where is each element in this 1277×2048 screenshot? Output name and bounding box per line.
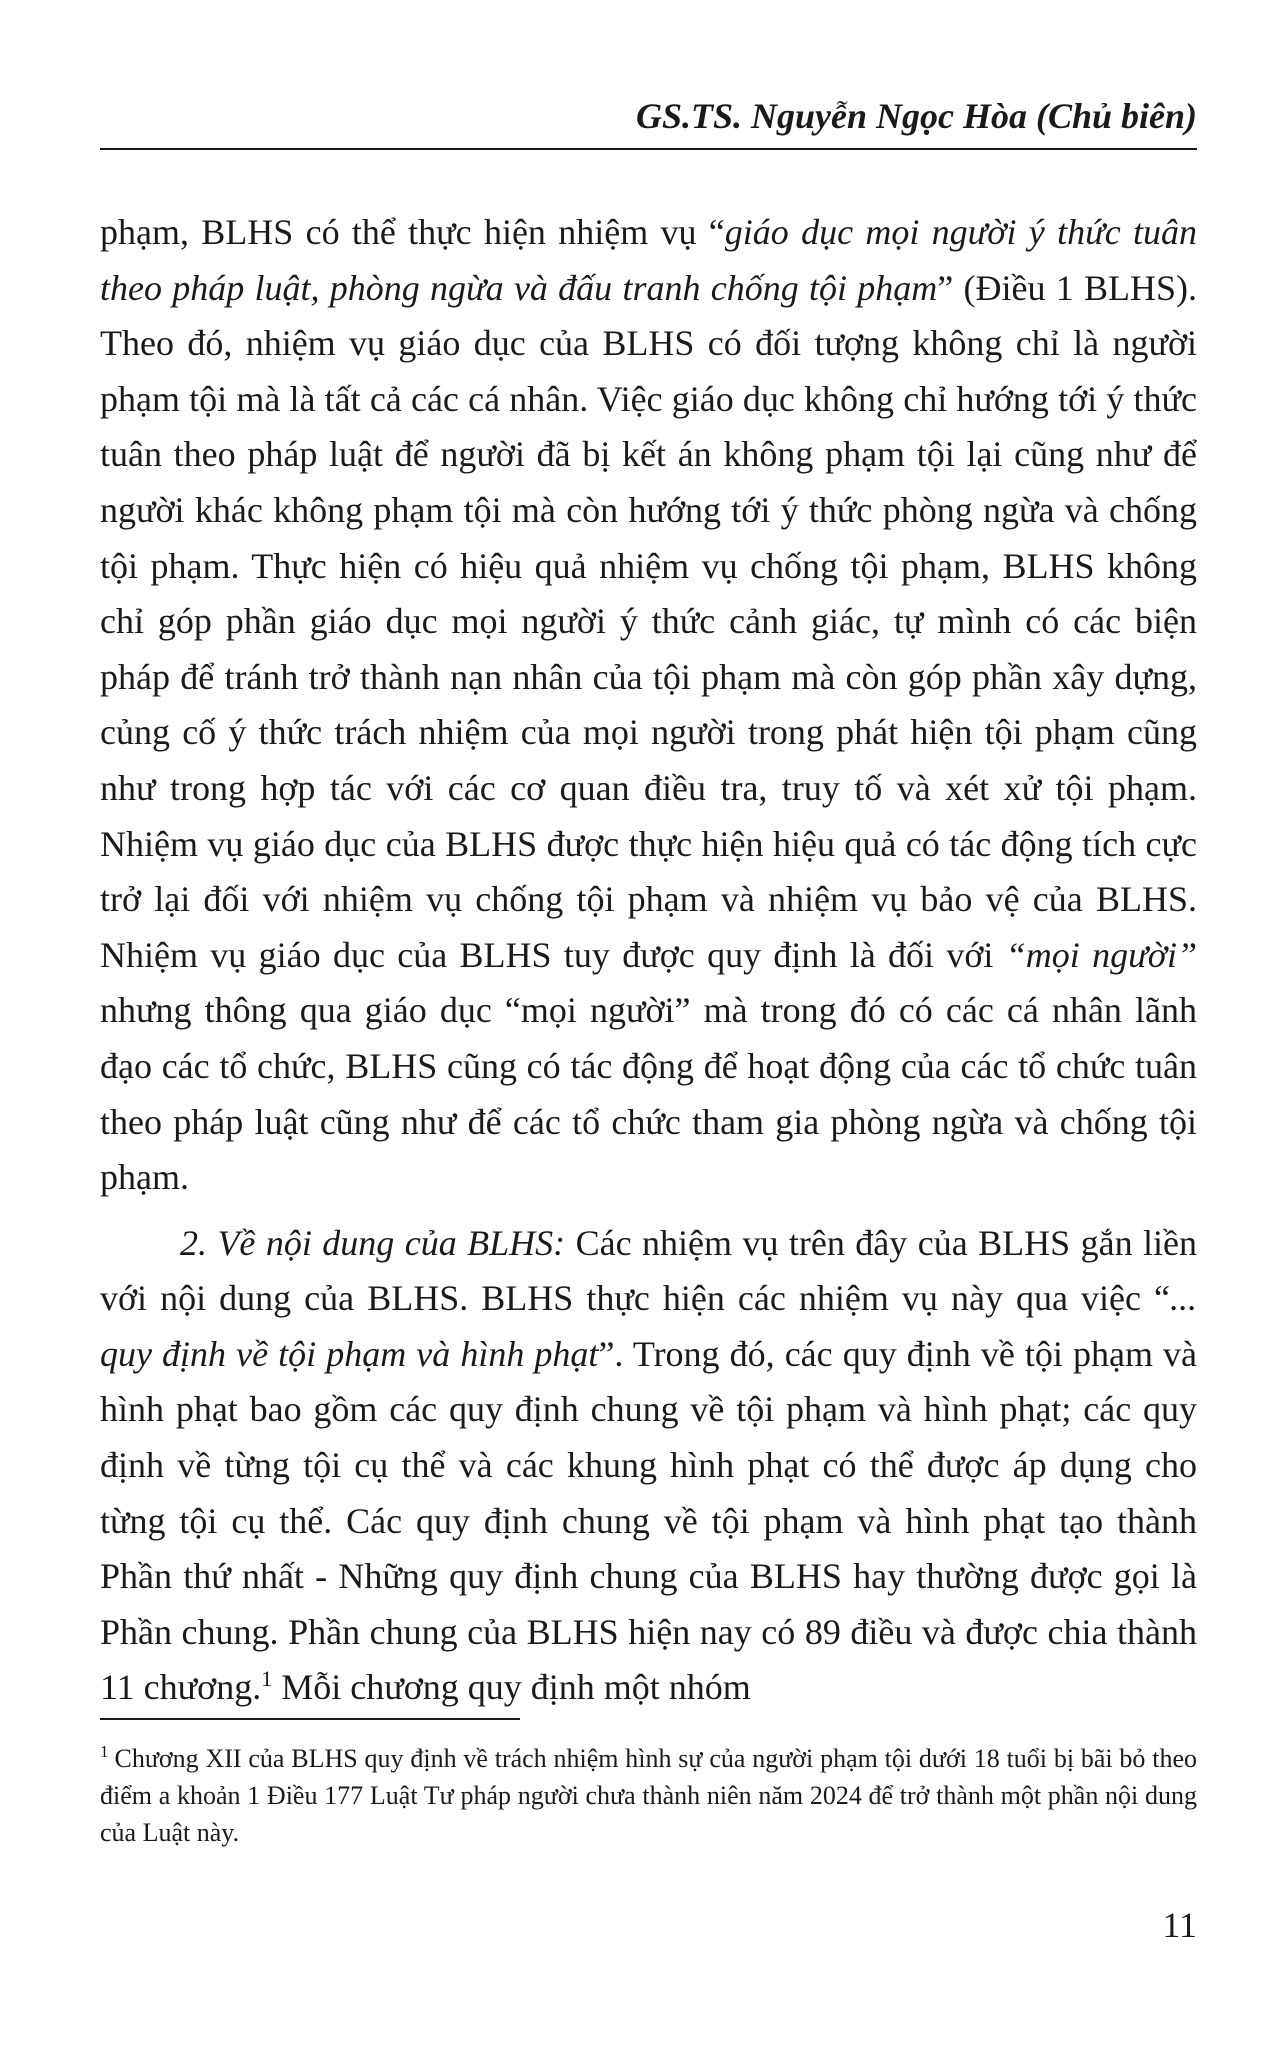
paragraph-1-text-b: ” (Điều 1 BLHS). Theo đó, nhiệm vụ giáo dục của BLHS có đối tượng không chỉ là người phạm tội mà là tất cả các cá nhân. Việc giáo dục không chỉ hướng tới ý thức tuân theo pháp luật để người đã bị kết án không phạm tội lại cũng như để người khác không phạm tội mà còn hướng tới ý thức phòng ngừa và chống tội phạm. Thực hiện có hiệu quả nhiệm vụ chống tội phạm, BLHS không chỉ góp phần giáo dục mọi người ý thức cảnh giác, tự mình có các biện pháp để tránh trở thành nạn nhân của tội phạm mà còn góp phần xây dựng, củng cố ý thức trách nhiệm của mọi người trong phát hiện tội phạm cũng như trong hợp tác với các cơ quan điều tra, truy tố và xét xử tội phạm. Nhiệm vụ giáo dục của BLHS được thực hiện hiệu quả có tác động tích cực trở lại đối với nhiệm vụ chống tội phạm và nhiệm vụ bảo vệ của BLHS. Nhiệm vụ giáo dục của BLHS tuy được quy định là đối với xyxy=(100,267,1197,975)
header-rule xyxy=(100,148,1197,150)
running-header: GS.TS. Nguyễn Ngọc Hòa (Chủ biên) xyxy=(635,96,1197,136)
paragraph-1-moi-nguoi-italic: “mọi người” xyxy=(1005,934,1197,975)
paragraph-2-heading: 2. Về nội dung của BLHS: xyxy=(180,1222,566,1263)
footnote-marker: 1 xyxy=(100,1742,109,1762)
footnote-rule xyxy=(100,1718,520,1720)
paragraph-1-quote-italic: giáo dục mọi người ý thức tuân theo pháp luật, phòng ngừa và đấu tranh chống tội phạm xyxy=(100,212,1197,308)
footnote-text: Chương XII của BLHS quy định về trách nhiệm hình sự của người phạm tội dưới 18 tuổi bị bãi bỏ theo điểm a khoản 1 Điều 177 Luật Tư pháp người chưa thành niên năm 2024 để trở thành một phần nội dung của Luật này. xyxy=(100,1744,1197,1847)
paragraph-2-quote-italic: ... quy định về tội phạm và hình phạt xyxy=(100,1278,1197,1374)
footnote xyxy=(100,1740,1197,1851)
body-text xyxy=(100,205,1197,1716)
page-number: 11 xyxy=(1162,1905,1197,1945)
paragraph-2-text-a: Các nhiệm vụ trên đây của BLHS gắn liền với nội dung của BLHS. BLHS thực hiện các nhiệm vụ này qua việc “ xyxy=(100,1222,1197,1319)
paragraph-2 xyxy=(100,1216,1197,1716)
paragraph-2-text-c: Mỗi chương quy định một nhóm xyxy=(272,1667,751,1708)
paragraph-2-text-b: ”. Trong đó, các quy định về tội phạm và hình phạt bao gồm các quy định chung về tội phạm và hình phạt; các quy định về từng tội cụ thể và các khung hình phạt có thể được áp dụng cho từng tội cụ thể. Các quy định chung về tội phạm và hình phạt tạo thành Phần thứ nhất - Những quy định chung của BLHS hay thường được gọi là Phần chung. Phần chung của BLHS hiện nay có 89 điều và được chia thành 11 chương. xyxy=(100,1333,1198,1708)
paragraph-1-text-c: nhưng thông qua giáo dục “mọi người” mà trong đó có các cá nhân lãnh đạo các tổ chức, BLHS cũng có tác động để hoạt động của các tổ chức tuân theo pháp luật cũng như để các tổ chức tham gia phòng ngừa và chống tội phạm. xyxy=(100,990,1197,1198)
paragraph-1 xyxy=(100,205,1197,1206)
footnote-reference[interactable]: 1 xyxy=(261,1666,273,1692)
paragraph-1-text-a: phạm, BLHS có thể thực hiện nhiệm vụ “ xyxy=(100,212,725,252)
